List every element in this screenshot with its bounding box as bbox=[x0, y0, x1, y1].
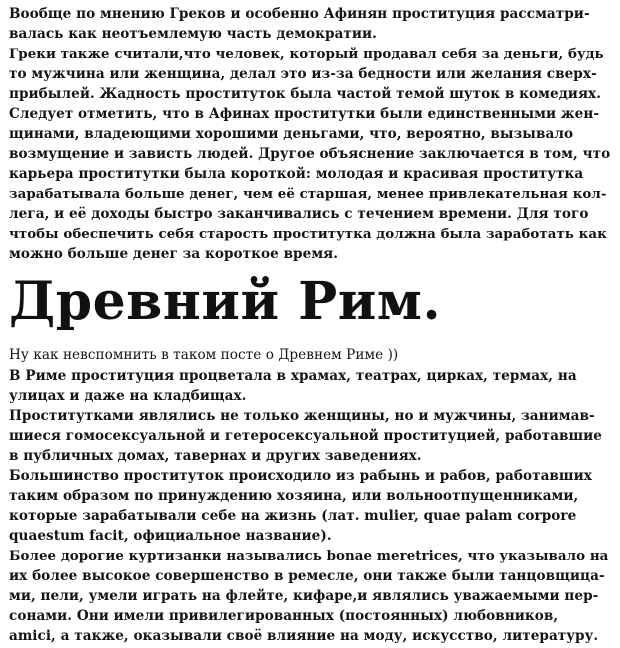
text-line: Большинство проституток происходило из рабынь и рабов, работавших bbox=[9, 468, 592, 484]
text-line: их более высокое совершенство в ремесле, они также были танцовщица- bbox=[9, 568, 605, 584]
text-line: улицах и даже на кладбищах. bbox=[9, 388, 247, 404]
text-line: Следует отметить, что в Афинах проститутки были единственными жен- bbox=[9, 106, 600, 122]
text-line: щинами, владеющими хорошими деньгами, что, вероятно, вызывало bbox=[9, 126, 574, 142]
text-line: Более дорогие куртизанки назывались bonae meretrices, что указывало на bbox=[9, 548, 609, 564]
section-heading: Древний Рим. bbox=[9, 271, 442, 332]
text-line: которые зарабатывали себе на жизнь (лат. mulier, quae palam corpore bbox=[9, 508, 577, 524]
text-line: quaestum facit, официальное название). bbox=[9, 528, 332, 544]
text-line: Вообще по мнению Греков и особенно Афинян проституция рассматри- bbox=[9, 6, 590, 22]
text-line: ми, пели, умели играть на флейте, кифаре,и являлись уважаемыми пер- bbox=[9, 588, 599, 604]
text-line: сонами. Они имели привилегированных (постоянных) любовников, bbox=[9, 608, 559, 624]
text-line: то мужчина или женщина, делал это из-за бедности или желания сверх- bbox=[9, 66, 597, 82]
text-line: amici, а также, оказывали своё влияние на моду, искусство, литературу. bbox=[9, 628, 599, 644]
text-line: валась как неотъемлемую часть демократии. bbox=[9, 26, 377, 42]
intro-line: Ну как невспомнить в таком посте о Древнем Риме )) bbox=[9, 347, 399, 363]
text-line: шиеся гомосексуальной и гетеросексуальной проституцией, работавшие bbox=[9, 428, 602, 444]
text-line: прибылей. Жадность проституток была частой темой шуток в комедиях. bbox=[9, 86, 601, 102]
text-line: В Риме проституция процветала в храмах, театрах, цирках, термах, на bbox=[9, 368, 577, 384]
text-line: возмущение и зависть людей. Другое объяснение заключается в том, что bbox=[9, 146, 611, 162]
text-line: таким образом по принуждению хозяина, или вольноотпущенниками, bbox=[9, 488, 579, 504]
text-line: зарабатывала больше денег, чем её старшая, менее привлекательная кол- bbox=[9, 186, 607, 202]
text-line: Проститутками являлись не только женщины, но и мужчины, занимав- bbox=[9, 408, 595, 424]
text-line: карьера проститутки была короткой: молодая и красивая проститутка bbox=[9, 166, 584, 182]
text-line: лега, и её доходы быстро заканчивались с течением времени. Для того bbox=[9, 206, 589, 222]
text-line: Греки также считали,что человек, который продавал себя за деньги, будь bbox=[9, 46, 604, 62]
text-line: в публичных домах, тавернах и других заведениях. bbox=[9, 448, 422, 464]
text-line: можно больше денег за короткое время. bbox=[9, 246, 339, 262]
text-line: чтобы обеспечить себя старость проститутка должна была заработать как bbox=[9, 226, 607, 242]
